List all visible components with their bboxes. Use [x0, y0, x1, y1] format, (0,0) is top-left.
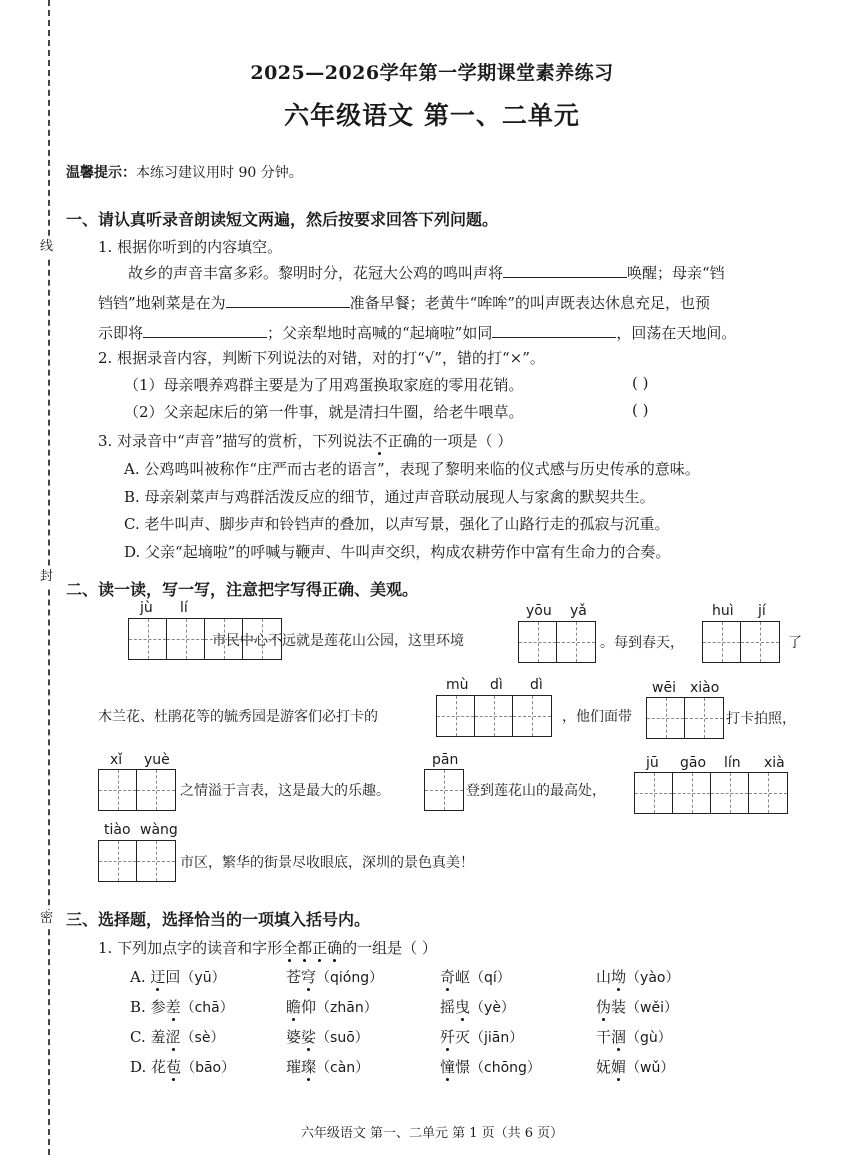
word-char: 璀: [286, 1058, 302, 1076]
choice-word: [596, 1056, 674, 1077]
s1-q3-text: 3. 对录音中“声音”描写的赏析，下列说法: [98, 432, 373, 450]
s1-q3-label: [98, 430, 512, 451]
writing-grid-jugaolinxia[interactable]: [634, 772, 788, 814]
section1-heading: 一、请认真听录音朗读短文两遍，然后按要求回答下列问题。: [66, 210, 499, 229]
page-subtitle: 六年级语文 第一、二单元: [284, 101, 580, 130]
s1-q3-option-c[interactable]: C. 老牛叫声、脚步声和铃铛声的叠加，以声写景，强化了山路行走的孤寂与沉重。: [124, 515, 670, 533]
pinyin: xiào: [690, 680, 720, 696]
word-char: 干: [596, 1028, 612, 1046]
margin-char-seal: 封: [40, 569, 54, 584]
pinyin: lí: [180, 600, 188, 616]
fill-blank-4[interactable]: [492, 321, 616, 338]
margin-char-secret: 密: [40, 911, 54, 926]
choice-pinyin: （yào）: [626, 970, 680, 986]
choice-pinyin: （yè）: [470, 1000, 515, 1016]
s1-q1-text: 铛铛”地剁菜是在为: [98, 294, 226, 312]
s1-q3-option-d[interactable]: D. 父亲“起墒啦”的呼喊与鞭声、牛叫声交织，构成农耕劳作中富有生命力的合奏。: [124, 543, 671, 561]
choice-pinyin: （zhān）: [316, 1000, 378, 1016]
word-char: 灭: [455, 1028, 471, 1046]
choice-word: [440, 1026, 523, 1047]
pinyin: mù: [446, 677, 469, 693]
choice-word: [130, 1026, 224, 1047]
emphasis-char: 奇: [440, 968, 456, 986]
s3-q1-text: 的一组是（ ）: [342, 939, 437, 957]
s2-text-2: 。每到春天，: [600, 635, 684, 651]
pinyin: dì: [490, 677, 503, 693]
pinyin: jù: [140, 600, 153, 616]
writing-grid-youya[interactable]: [518, 621, 596, 663]
answer-paren-2[interactable]: ( ): [632, 401, 649, 419]
choice-pinyin: （gù）: [626, 1030, 672, 1046]
choice-pinyin: （bāo）: [181, 1060, 236, 1076]
word-char: 摇: [440, 998, 456, 1016]
pinyin: jū: [646, 755, 659, 771]
emphasis-char: 伪: [596, 998, 612, 1016]
choice-pinyin: （qióng）: [316, 970, 384, 986]
s1-q3-text: 正确的一项是（ ）: [387, 432, 513, 450]
emphasis-char: 全: [282, 939, 298, 957]
choice-label: D.: [130, 1058, 147, 1076]
s1-q1-text: ；父亲犁地时高喊的“起墒啦”如同: [267, 324, 493, 342]
emphasis-char: 娑: [301, 1028, 317, 1046]
choice-word: [596, 966, 679, 987]
writing-grid-pan[interactable]: [424, 769, 464, 811]
s2-text-3: 了: [788, 635, 802, 651]
choice-word: [130, 966, 226, 987]
emphasis-char: 苞: [166, 1058, 182, 1076]
choice-word: [130, 996, 234, 1017]
pinyin: xià: [764, 755, 785, 771]
writing-grid-weixiao[interactable]: [646, 697, 724, 739]
tip-label: 温馨提示：: [66, 165, 136, 181]
emphasis-char: 坳: [611, 968, 627, 986]
word-char: 仰: [301, 998, 317, 1016]
choice-word: [596, 1026, 672, 1047]
s1-q1-line1: [128, 258, 725, 288]
choice-word: [596, 996, 678, 1017]
word-char: 岖: [455, 968, 471, 986]
choice-pinyin: （suō）: [316, 1030, 369, 1046]
pinyin: wàng: [140, 822, 178, 838]
choice-word: [440, 996, 515, 1017]
pinyin: dì: [530, 677, 543, 693]
section3-heading: 三、选择题，选择恰当的一项填入括号内。: [66, 910, 371, 929]
choice-label: B.: [130, 998, 146, 1016]
s1-q2-item-1: （1）母亲喂养鸡群主要是为了用鸡蛋换取家庭的零用花销。: [124, 376, 524, 394]
s3-q1-text: 1. 下列加点字的读音和字形: [98, 939, 283, 957]
fill-blank-2[interactable]: [226, 291, 350, 308]
s2-text-8: 登到莲花山的最高处，: [466, 783, 606, 799]
choice-word: [440, 966, 511, 987]
pinyin: jí: [758, 603, 766, 619]
choice-pinyin: （chā）: [180, 1000, 234, 1016]
choice-pinyin: （sè）: [180, 1030, 225, 1046]
s1-q1-line3: [98, 318, 736, 348]
emphasis-char: 穹: [301, 968, 317, 986]
tip-text: 本练习建议用时 90 分钟。: [136, 165, 303, 181]
s1-q3-option-b[interactable]: B. 母亲剁菜声与鸡群活泼反应的细节，通过声音联动展现人与家禽的默契共生。: [124, 488, 655, 506]
s1-q2-item-2: （2）父亲起床后的第一件事，就是清扫牛圈，给老牛喂草。: [124, 403, 524, 421]
emphasis-char: 都: [297, 939, 313, 957]
emphasis-char: 差: [165, 998, 181, 1016]
pinyin: yōu: [526, 603, 552, 619]
word-char: 回: [165, 968, 181, 986]
choice-pinyin: （yū）: [180, 970, 226, 986]
word-char: 装: [611, 998, 627, 1016]
emphasis-char: 瞻: [286, 998, 302, 1016]
word-char: 苍: [286, 968, 302, 986]
pinyin: tiào: [104, 822, 131, 838]
choice-pinyin: （qí）: [470, 970, 511, 986]
section2-heading: 二、读一读，写一写，注意把字写得正确、美观。: [66, 580, 419, 599]
choice-word: [286, 996, 378, 1017]
s2-text-4: 木兰花、杜鹃花等的毓秀园是游客们必打卡的: [98, 709, 378, 725]
s1-q1-text: 故乡的声音丰富多彩。黎明时分，花冠大公鸡的鸣叫声将: [128, 264, 504, 282]
emphasis-char: 歼: [440, 1028, 456, 1046]
pinyin: gāo: [680, 755, 707, 771]
choice-pinyin: （càn）: [316, 1060, 370, 1076]
answer-paren-1[interactable]: ( ): [632, 374, 649, 392]
emphasis-char: 璨: [301, 1058, 317, 1076]
choice-pinyin: （chōng）: [470, 1060, 541, 1076]
choice-word: [286, 966, 383, 987]
emphasis-char: 憧: [440, 1058, 456, 1076]
pinyin: lín: [724, 755, 741, 771]
s2-text-1: 市民中心不远就是莲花山公园，这里环境: [212, 633, 464, 649]
page-title: 2025—2026学年第一学期课堂素养练习: [250, 62, 614, 84]
choice-pinyin: （wǔ）: [626, 1060, 675, 1076]
s2-text-6: 打卡拍照，: [726, 711, 796, 727]
word-char: 憬: [455, 1058, 471, 1076]
word-char: 羞: [150, 1028, 166, 1046]
page-footer: 六年级语文 第一、二单元 第 1 页（共 6 页）: [300, 1126, 564, 1141]
emphasis-char: 迂: [150, 968, 166, 986]
s1-q2-label: 2. 根据录音内容，判断下列说法的对错，对的打“√”，错的打“×”。: [98, 349, 545, 367]
s2-text-9: 市区，繁华的街景尽收眼底，深圳的景色真美！: [180, 855, 474, 871]
fill-blank-3[interactable]: [143, 321, 267, 338]
emphasis-char: 曳: [455, 998, 471, 1016]
s1-q1-label: 1. 根据你听到的内容填空。: [98, 238, 283, 256]
emphasis-char: 确: [327, 939, 343, 957]
emphasis-char: 涸: [611, 1028, 627, 1046]
tip-line: [66, 162, 303, 182]
choice-label: C.: [130, 1028, 146, 1046]
pinyin: wēi: [652, 680, 676, 696]
margin-char-line: 线: [40, 239, 54, 254]
s1-q1-text: 唤醒；母亲“铛: [627, 264, 725, 282]
choice-pinyin: （jiān）: [470, 1030, 524, 1046]
choice-label: A.: [130, 968, 146, 986]
pinyin: pān: [432, 752, 459, 768]
s1-q1-text: 示即将: [98, 324, 144, 342]
pinyin: xǐ: [110, 752, 123, 768]
writing-grid-xiyue[interactable]: [98, 769, 176, 811]
pinyin: huì: [712, 603, 734, 619]
s2-text-5: ，他们面带: [562, 709, 632, 725]
emphasis-char: 不: [372, 432, 388, 450]
emphasis-char: 正: [312, 939, 328, 957]
writing-grid-huiji[interactable]: [702, 621, 780, 663]
s2-text-7: 之情溢于言表，这是最大的乐趣。: [180, 783, 390, 799]
choice-word: [130, 1056, 235, 1077]
s1-q1-line2: [98, 288, 710, 318]
emphasis-char: 媚: [611, 1058, 627, 1076]
word-char: 参: [150, 998, 166, 1016]
s1-q1-text: ，回荡在天地间。: [616, 324, 737, 342]
writing-grid-tiaowang[interactable]: [98, 840, 176, 882]
word-char: 婆: [286, 1028, 302, 1046]
pinyin: yǎ: [570, 603, 587, 619]
choice-word: [286, 1056, 369, 1077]
fill-blank-1[interactable]: [503, 261, 627, 278]
word-char: 妩: [596, 1058, 612, 1076]
s3-q1-label: [98, 937, 437, 958]
choice-word: [440, 1056, 541, 1077]
emphasis-char: 涩: [165, 1028, 181, 1046]
word-char: 山: [596, 968, 612, 986]
choice-pinyin: （wěi）: [626, 1000, 678, 1016]
writing-grid-mudidi[interactable]: [436, 695, 552, 737]
choice-word: [286, 1026, 369, 1047]
pinyin: yuè: [144, 752, 170, 768]
s1-q3-option-a[interactable]: A. 公鸡鸣叫被称作“庄严而古老的语言”，表现了黎明来临的仪式感与历史传承的意味。: [124, 460, 700, 478]
word-char: 花: [151, 1058, 167, 1076]
s1-q1-text: 准备早餐；老黄牛“哞哞”的叫声既表达休息充足，也预: [349, 294, 711, 312]
